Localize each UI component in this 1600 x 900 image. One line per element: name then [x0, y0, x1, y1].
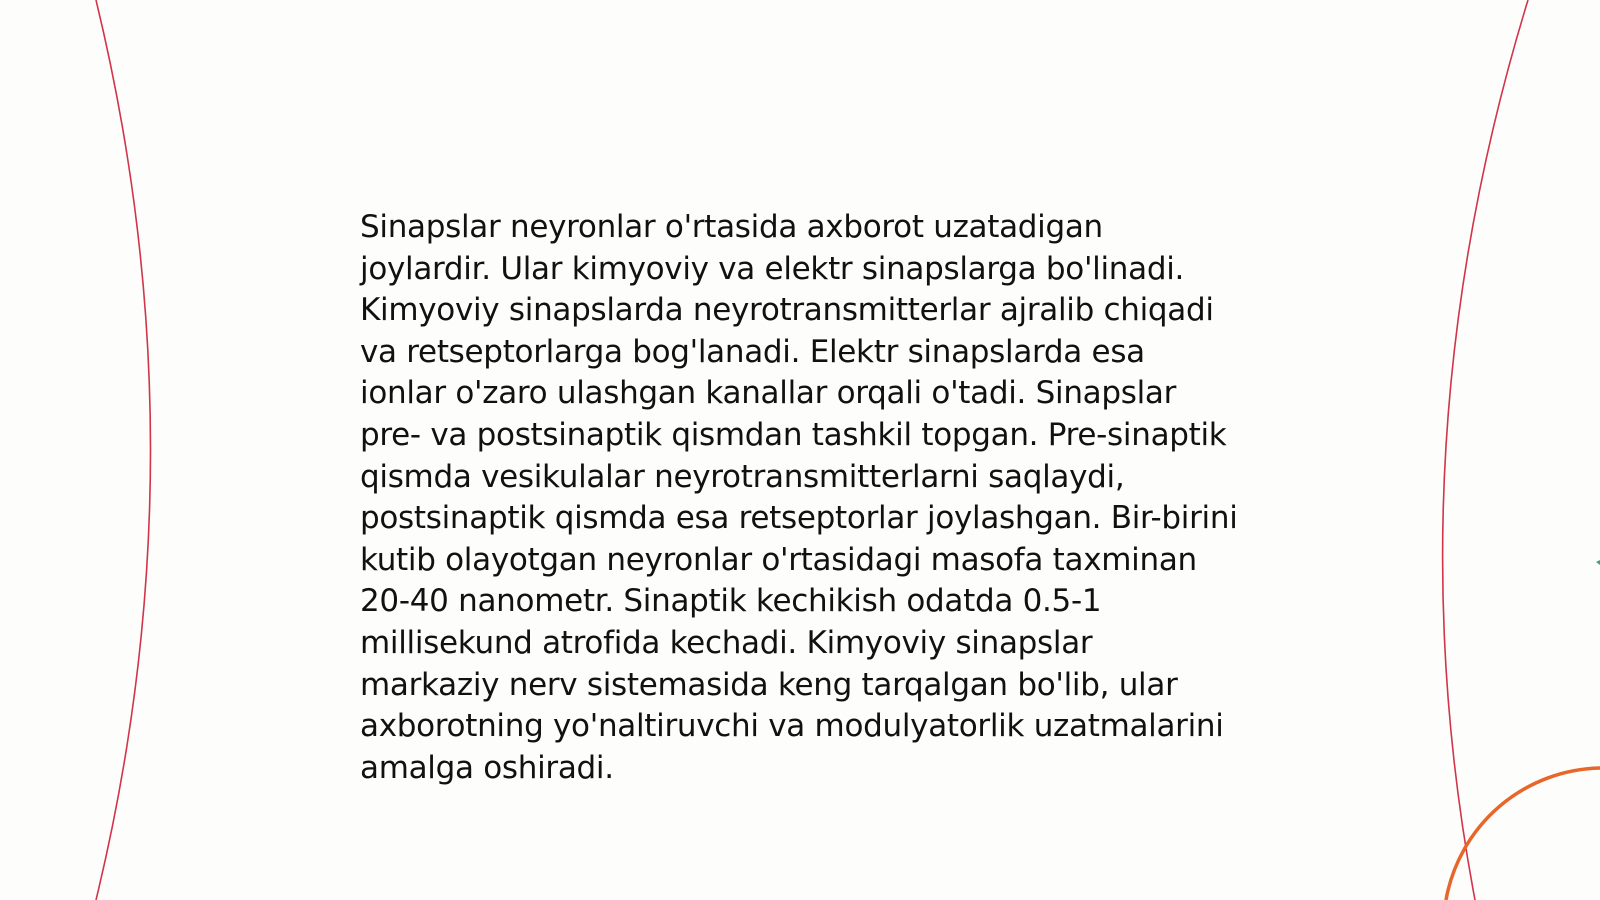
- orange-arc: [1446, 768, 1600, 900]
- right-curve-line: [1443, 0, 1528, 900]
- green-accent-mark: [1596, 560, 1600, 565]
- left-curve-line: [96, 0, 151, 900]
- slide-body-text: Sinapslar neyronlar o'rtasida axborot uzatadigan joylardir. Ular kimyoviy va elektr sinapslarga bo'linadi. Kimyoviy sinapslarda neyrotransmitterlar ajralib chiqadi va retseptorlarga bog'lanadi. Elektr sinapslarda esa ionlar o'zaro ulashgan kanallar orqali o'tadi. Sinapslar pre- va postsinaptik qismdan tashkil topgan. Pre-sinaptik qismda vesikulalar neyrotransmitterlarni saqlaydi, postsinaptik qismda esa retseptorlar joylashgan. Bir-birini kutib olayotgan neyronlar o'rtasidagi masofa taxminan 20-40 nanometr. Sinaptik kechikish odatda 0.5-1 millisekund atrofida kechadi. Kimyoviy sinapslar markaziy nerv sistemasida keng tarqalgan bo'lib, ular axborotning yo'naltiruvchi va modulyatorlik uzatmalarini amalga oshiradi.: [360, 209, 1238, 786]
